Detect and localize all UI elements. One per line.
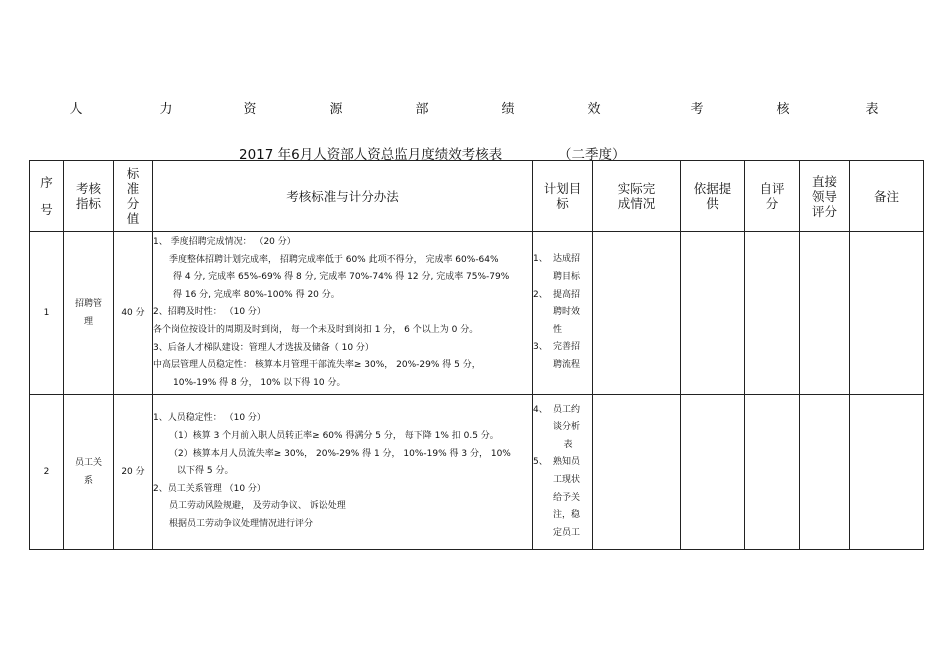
title-main: 2017 年6月人资部人资总监月度绩效考核表: [239, 147, 503, 163]
plan-item-number: 3、: [533, 342, 548, 353]
header-seq: [30, 161, 64, 232]
banner-title: [0, 98, 950, 118]
header-score-line: 准: [126, 181, 140, 196]
plan-line: 谈分析: [553, 422, 581, 433]
standard-line: 中高层管理人员稳定性： 核算本月管理干部流失率≥ 30%， 20%-29% 得 5 分，: [153, 360, 481, 371]
plan-item-text: [553, 454, 583, 542]
banner-char: 绩: [501, 102, 515, 117]
header-self-score: [745, 161, 800, 232]
plan-item-text: [553, 287, 583, 340]
standard-line: 2、员工关系管理 （10 分）: [153, 483, 266, 494]
row-actual[interactable]: [593, 395, 681, 550]
banner-char: 考: [690, 102, 704, 117]
standard-line: 2、招聘及时性： （10 分）: [153, 307, 266, 318]
row-plan: [533, 232, 593, 395]
header-remark: 备注: [850, 161, 924, 232]
header-leader-line: 领导: [811, 188, 837, 204]
standard-line: （1）核算 3 个月前入职人员转正率≥ 60% 得满分 5 分， 每下降 1% 扣 0.5 分。: [169, 431, 499, 442]
row-basis[interactable]: [681, 395, 745, 550]
row-indicator-line: 系: [83, 476, 93, 486]
plan-line: 达成招: [553, 254, 581, 265]
standard-line: 10%-19% 得 8 分， 10% 以下得 10 分。: [173, 377, 346, 388]
row-plan: [533, 395, 593, 550]
table-header-row: [30, 161, 924, 232]
row-indicator-line: 招聘管: [74, 299, 102, 309]
banner-char: 表: [865, 102, 879, 117]
plan-item-text: [553, 339, 583, 374]
header-basis-line: 依据提: [693, 181, 732, 196]
row-score: 20 分: [114, 395, 153, 550]
row-actual[interactable]: [593, 232, 681, 395]
standard-line: 1、人员稳定性： （10 分）: [153, 413, 266, 424]
header-plan: [533, 161, 593, 232]
header-self-line: 分: [765, 196, 779, 211]
standard-line: 得 4 分, 完成率 65%-69% 得 8 分, 完成率 70%-74% 得 12 分, 完成率 75%-79%: [173, 272, 510, 283]
header-indicator: [64, 161, 114, 232]
row-indicator: [64, 232, 114, 395]
plan-item: [533, 251, 592, 286]
header-score: [114, 161, 153, 232]
standard-line: 3、后备人才梯队建设：管理人才选拔及储备（ 10 分）: [153, 342, 374, 353]
plan-item-number: 5、: [533, 457, 548, 468]
plan-line: 熟知员: [553, 457, 581, 468]
header-basis-line: 供: [706, 196, 719, 211]
plan-item: [533, 454, 592, 542]
plan-line: 员工约: [553, 404, 581, 415]
standard-line: 季度整体招聘计划完成率， 招聘完成率低于 60% 此项不得分， 完成率 60%-64%: [169, 254, 499, 265]
standard-line: 1、 季度招聘完成情况： （20 分）: [153, 237, 296, 247]
standard-line: （2）核算本月人员流失率≥ 30%， 20%-29% 得 1 分， 10%-19% 得 3 分， 10%: [169, 448, 511, 459]
header-plan-line: 计划目: [543, 181, 582, 196]
header-seq-line: 号: [40, 202, 53, 217]
plan-line: 性: [553, 324, 563, 335]
row-score: 40 分: [114, 232, 153, 395]
plan-line: 给予关: [553, 492, 581, 503]
header-actual: [593, 161, 681, 232]
header-standard: 考核标准与计分办法: [153, 161, 533, 232]
plan-line: 表: [563, 439, 573, 450]
row-self-score[interactable]: [745, 232, 800, 395]
header-indicator-line: 指标: [75, 196, 101, 211]
row-indicator: [64, 395, 114, 550]
plan-item: [533, 339, 592, 374]
table-row: [30, 232, 924, 395]
banner-char: 力: [159, 102, 173, 117]
row-indicator-line: 理: [83, 317, 93, 327]
plan-line: 聘流程: [553, 359, 581, 370]
banner-char: 资: [243, 102, 257, 117]
table-row: [30, 395, 924, 550]
header-leader-score: [800, 161, 850, 232]
plan-line: 工现状: [553, 475, 581, 485]
row-standard: [153, 232, 533, 395]
plan-line: 聘时效: [553, 307, 581, 318]
header-indicator-line: 考核: [75, 181, 101, 196]
row-seq: 1: [30, 232, 64, 395]
header-self-line: 自评: [759, 181, 785, 196]
header-basis: [681, 161, 745, 232]
header-plan-line: 标: [556, 196, 569, 211]
title-quarter: （二季度）: [558, 147, 626, 163]
banner-char: 效: [587, 102, 601, 117]
header-leader-line: 评分: [811, 203, 837, 219]
header-score-line: 分: [126, 196, 140, 211]
plan-line: 完善招: [553, 342, 581, 353]
plan-line: 注，稳: [553, 510, 581, 521]
banner-char: 部: [415, 102, 429, 117]
standard-line: 根据员工劳动争议处理情况进行评分: [169, 518, 314, 529]
banner-char: 人: [69, 102, 83, 117]
plan-item: [533, 402, 592, 455]
row-seq: 2: [30, 395, 64, 550]
header-score-line: 值: [126, 211, 140, 226]
banner-char: 源: [329, 102, 343, 117]
header-actual-line: 实际完: [617, 181, 656, 196]
row-indicator-line: 员工关: [74, 458, 102, 468]
plan-line: 提高招: [553, 289, 581, 300]
standard-line: 得 16 分, 完成率 80%-100% 得 20 分。: [173, 289, 340, 300]
standard-line: 员工劳动风险规避， 及劳动争议、 诉讼处理: [169, 501, 346, 512]
plan-item-text: [553, 402, 583, 455]
row-leader-score[interactable]: [800, 232, 850, 395]
row-remark[interactable]: [850, 232, 924, 395]
assessment-table: [29, 160, 924, 550]
plan-line: 聘目标: [553, 272, 581, 283]
row-remark[interactable]: [850, 395, 924, 550]
banner-char: 核: [776, 102, 790, 117]
row-basis[interactable]: [681, 232, 745, 395]
plan-item-number: 1、: [533, 254, 548, 265]
plan-item-number: 2、: [533, 289, 548, 300]
standard-line: 以下得 5 分。: [177, 466, 234, 477]
header-seq-line: 序: [40, 175, 53, 190]
standard-line: 各个岗位按设计的周期及时到岗， 每一个未及时到岗扣 1 分， 6 个以上为 0 分。: [153, 324, 479, 335]
row-leader-score[interactable]: [800, 395, 850, 550]
plan-item: [533, 287, 592, 340]
header-leader-line: 直接: [811, 173, 837, 189]
row-self-score[interactable]: [745, 395, 800, 550]
header-actual-line: 成情况: [617, 196, 656, 211]
plan-line: 定员工: [553, 527, 581, 538]
header-score-line: 标: [126, 166, 140, 181]
plan-item-text: [553, 251, 583, 286]
row-standard: [153, 395, 533, 550]
plan-item-number: 4、: [533, 404, 548, 415]
